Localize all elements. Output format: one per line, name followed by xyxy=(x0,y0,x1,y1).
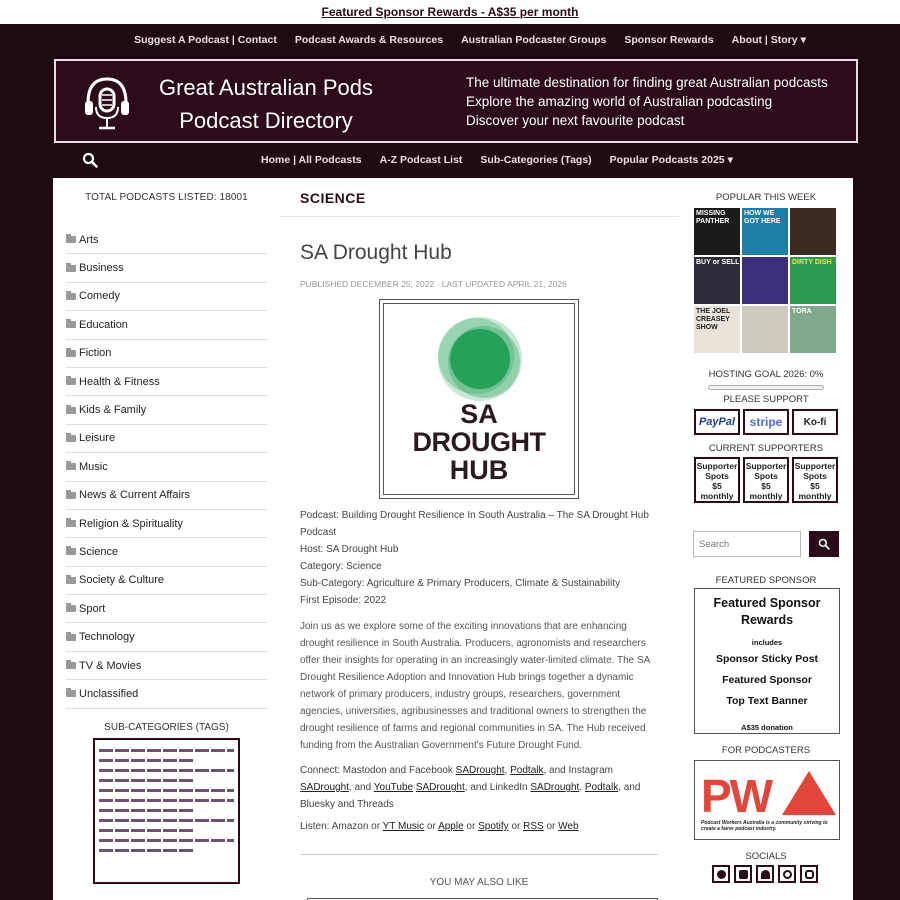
for-podcasters-title: FOR PODCASTERS xyxy=(721,745,811,756)
thumb-label: DIRTY DISH xyxy=(792,259,832,266)
logo-text-drought: DROUGHT xyxy=(412,427,546,457)
folder-icon xyxy=(66,236,76,243)
pwa-logo-letters: PW xyxy=(701,770,772,822)
popular-podcast-thumb[interactable] xyxy=(694,306,740,353)
thumb-label: THE JOEL CREASEY SHOW xyxy=(696,308,731,331)
supporter-text: monthly xyxy=(700,491,734,501)
category-item[interactable] xyxy=(66,595,267,623)
category-label: Fiction xyxy=(79,347,112,360)
supporter-text: $5 xyxy=(810,481,820,491)
popular-podcast-thumb[interactable] xyxy=(694,257,740,304)
folder-icon xyxy=(66,378,76,385)
top-banner xyxy=(0,0,900,24)
sponsor-heading-2: Rewards xyxy=(740,613,794,627)
pwa-caption: Podcast Workers Australia is a community striving to create a fairer podcast industry. xyxy=(701,820,828,832)
supporter-text: monthly xyxy=(798,491,832,501)
category-item[interactable] xyxy=(66,368,267,396)
connect-text: , and xyxy=(348,782,374,793)
search-button[interactable] xyxy=(809,531,839,557)
nav-az-podcast-list[interactable]: A-Z Podcast List xyxy=(379,154,463,166)
sponsor-item: Top Text Banner xyxy=(726,695,808,707)
category-item[interactable] xyxy=(66,254,267,282)
tag-row[interactable] xyxy=(99,769,234,772)
tag-row[interactable] xyxy=(99,779,194,782)
supporter-spots xyxy=(694,457,839,503)
search-icon[interactable] xyxy=(82,152,98,168)
tagline-line2: Explore the amazing world of Australian podcasting xyxy=(466,94,773,109)
category-label: Business xyxy=(79,262,124,275)
featured-sponsor-title: FEATURED SPONSOR xyxy=(715,575,817,586)
connect-text: , and Instagram xyxy=(543,765,613,776)
subcategories-title: SUB-CATEGORIES (TAGS) xyxy=(104,721,229,733)
connect-text: , and LinkedIn xyxy=(464,782,531,793)
popular-podcast-thumb[interactable] xyxy=(742,208,788,255)
folder-icon xyxy=(66,463,76,470)
connect-text: , xyxy=(579,782,585,793)
nav-awards-resources[interactable]: Podcast Awards & Resources xyxy=(294,34,444,46)
supporter-spot[interactable] xyxy=(792,457,838,503)
pwa-logo-triangle xyxy=(782,771,836,815)
site-header xyxy=(54,59,858,143)
category-label: Music xyxy=(79,460,108,473)
popular-grid xyxy=(694,208,839,353)
supporter-text: Supporter xyxy=(745,461,787,471)
category-item[interactable] xyxy=(66,396,267,424)
supporter-text: $5 xyxy=(761,481,771,491)
popular-title: POPULAR THIS WEEK xyxy=(715,192,817,203)
chevron-down-icon: ▾ xyxy=(800,34,806,46)
tag-row[interactable] xyxy=(99,809,194,812)
sidebar-search xyxy=(693,531,839,557)
folder-icon xyxy=(66,293,76,300)
instagram-link[interactable]: SADrought xyxy=(300,782,349,793)
subcategories-tag-cloud[interactable] xyxy=(93,738,240,884)
hosting-goal: HOSTING GOAL 2026: 0% xyxy=(708,369,824,380)
folder-icon xyxy=(66,577,76,584)
nav-about-label: About | Story xyxy=(731,34,798,46)
linkedin-icon[interactable] xyxy=(734,865,752,883)
folder-icon xyxy=(66,548,76,555)
page-content xyxy=(53,178,853,900)
site-title-line2: Podcast Directory xyxy=(179,108,353,133)
category-heading[interactable]: SCIENCE xyxy=(279,190,679,217)
divider xyxy=(300,854,658,855)
socials-title: SOCIALS xyxy=(745,851,787,862)
nav-sub-categories[interactable]: Sub-Categories (Tags) xyxy=(480,154,592,166)
podcast-cover-image xyxy=(379,299,579,499)
supporter-spot[interactable] xyxy=(743,457,789,503)
drought-hub-logo-icon xyxy=(384,312,576,402)
category-item[interactable] xyxy=(66,311,267,339)
popular-podcast-thumb[interactable] xyxy=(790,208,836,255)
category-item[interactable] xyxy=(66,538,267,566)
popular-podcast-thumb[interactable] xyxy=(694,208,740,255)
stripe-button[interactable]: stripe xyxy=(743,409,789,435)
thumb-label: BUY or SELL xyxy=(696,259,740,266)
listen-text: Listen: Amazon or xyxy=(300,821,383,832)
facebook-link[interactable]: SADrought xyxy=(455,765,505,776)
page-title: SA Drought Hub xyxy=(300,241,452,264)
site-title[interactable] xyxy=(144,71,388,137)
listen-links xyxy=(279,821,679,832)
threads-icon[interactable] xyxy=(778,865,796,883)
tagline-line3: Discover your next favourite podcast xyxy=(466,113,685,128)
supporter-text: Spots xyxy=(803,471,827,481)
top-navigation xyxy=(0,24,900,56)
category-item[interactable] xyxy=(66,425,267,453)
supporter-text: monthly xyxy=(749,491,783,501)
tag-row[interactable] xyxy=(99,759,194,762)
tag-row[interactable] xyxy=(99,829,194,832)
site-title-line1: Great Australian Pods xyxy=(158,75,373,100)
web-link[interactable]: Web xyxy=(558,821,579,832)
supporter-spot[interactable] xyxy=(694,457,740,503)
podcast-description: Join us as we explore some of the exciting innovations that are enhancing drought resilience in South Australia. Producers, agronomists and researchers offer their insights for operating in an increasingly water-limited climate. The SA Drought Resilience Adoption and Innovation Hub brings together a dynamic network of primary producers, industry groups, researchers, government agencies, universities, agribusinesses and traditional owners to strengthen the drought resilience of farms and regional communities in SA. The Hub received funding from the Australian Government's Future Drought Fund. xyxy=(300,621,650,751)
apple-link[interactable]: Apple xyxy=(438,821,464,832)
category-label: Education xyxy=(79,318,128,331)
tag-row[interactable] xyxy=(99,819,234,822)
supporter-text: Spots xyxy=(705,471,729,481)
nav-suggest-podcast[interactable]: Suggest A Podcast | Contact xyxy=(134,34,277,46)
listen-text: or xyxy=(424,821,439,832)
connect-links xyxy=(279,762,654,813)
supporter-text: Supporter xyxy=(696,461,738,471)
headphones-microphone-icon[interactable] xyxy=(82,73,132,131)
payment-options xyxy=(694,409,839,435)
podcast-category: Category: Science xyxy=(300,561,382,572)
folder-icon xyxy=(66,690,76,697)
sponsor-includes: includes xyxy=(751,638,783,647)
nav-about-story[interactable] xyxy=(732,34,806,46)
category-label: Technology xyxy=(79,631,135,644)
category-label: TV & Movies xyxy=(79,659,142,672)
mastodon-icon[interactable] xyxy=(712,865,730,883)
supporter-text: Spots xyxy=(754,471,778,481)
popular-podcast-thumb[interactable] xyxy=(790,257,836,304)
thumb-label: MISSING PANTHER xyxy=(696,210,730,225)
left-sidebar xyxy=(66,178,267,884)
linkedin-podtalk-link[interactable]: Podtalk xyxy=(584,782,619,793)
tag-row[interactable] xyxy=(99,849,194,852)
tag-row[interactable] xyxy=(99,749,234,752)
folder-icon xyxy=(66,662,76,669)
youtube-link[interactable]: YouTube xyxy=(373,782,414,793)
linkedin-link[interactable]: SADrought xyxy=(530,782,580,793)
nav-podcaster-groups[interactable]: Australian Podcaster Groups xyxy=(461,34,607,46)
support-title: PLEASE SUPPORT xyxy=(723,394,809,405)
featured-sponsor-card[interactable] xyxy=(694,588,840,734)
category-label: Sport xyxy=(79,602,106,615)
category-label: Society & Culture xyxy=(79,574,164,587)
main-navigation xyxy=(54,144,854,176)
nav-sponsor-rewards[interactable]: Sponsor Rewards xyxy=(624,34,714,46)
logo-text-hub: HUB xyxy=(449,455,509,485)
tag-row[interactable] xyxy=(99,799,234,802)
podcast-first-episode: First Episode: 2022 xyxy=(300,595,387,606)
featured-sponsor-link[interactable]: Featured Sponsor Rewards - A$35 per month xyxy=(321,5,579,19)
related-heading: YOU MAY ALSO LIKE xyxy=(429,877,529,888)
podtalk-link[interactable]: Podtalk xyxy=(510,765,544,776)
category-item[interactable] xyxy=(66,226,267,254)
popular-podcast-thumb[interactable] xyxy=(742,306,788,353)
category-label: Kids & Family xyxy=(79,404,147,417)
search-icon xyxy=(818,538,830,550)
podcast-subcategory: Sub-Category: Agriculture & Primary Producers, Climate & Sustainability xyxy=(300,578,621,589)
sponsor-heading-1: Featured Sponsor xyxy=(713,596,821,610)
sponsor-price: A$35 donation xyxy=(741,723,793,732)
supporter-text: Supporter xyxy=(794,461,836,471)
category-item[interactable] xyxy=(66,283,267,311)
spotify-link[interactable]: Spotify xyxy=(478,821,509,832)
tag-row[interactable] xyxy=(99,789,234,792)
category-item[interactable] xyxy=(66,567,267,595)
connect-text: , xyxy=(504,765,511,776)
folder-icon xyxy=(66,350,76,357)
sponsor-item: Featured Sponsor xyxy=(722,674,812,686)
tagline-line1: The ultimate destination for finding great Australian podcasts xyxy=(466,75,828,90)
social-links xyxy=(712,865,839,883)
nav-home-all-podcasts[interactable]: Home | All Podcasts xyxy=(261,154,362,166)
thumb-label: TORA xyxy=(792,308,812,315)
podcast-cover-inner xyxy=(383,303,575,495)
category-label: Comedy xyxy=(79,290,120,303)
kofi-button[interactable]: Ko-fi xyxy=(792,409,838,435)
hosting-goal-progress xyxy=(708,385,824,390)
connect-text: Connect: Mastodon and Facebook xyxy=(300,765,456,776)
category-label: Arts xyxy=(79,233,99,246)
category-label: Unclassified xyxy=(79,687,139,700)
total-podcasts-count: TOTAL PODCASTS LISTED: 18001 xyxy=(85,192,248,203)
listen-text: or xyxy=(463,821,479,832)
main-article xyxy=(279,178,679,900)
logo-text-sa: SA xyxy=(460,399,498,429)
nav-popular-podcasts[interactable] xyxy=(610,154,733,166)
paypal-button[interactable]: PayPal xyxy=(694,409,740,435)
category-list xyxy=(66,226,267,709)
podcast-info xyxy=(279,507,679,609)
category-item[interactable] xyxy=(66,510,267,538)
popular-podcast-thumb[interactable] xyxy=(790,306,836,353)
category-item[interactable] xyxy=(66,453,267,481)
folder-icon xyxy=(66,265,76,272)
podcast-host: Host: SA Drought Hub xyxy=(300,544,399,555)
folder-icon xyxy=(66,435,76,442)
folder-icon xyxy=(66,520,76,527)
folder-icon xyxy=(66,492,76,499)
category-item[interactable] xyxy=(66,680,267,708)
sponsor-item: Sponsor Sticky Post xyxy=(715,653,819,665)
supporters-title: CURRENT SUPPORTERS xyxy=(708,443,824,454)
category-item[interactable] xyxy=(66,482,267,510)
category-label: Health & Fitness xyxy=(79,375,160,388)
category-label: Religion & Spirituality xyxy=(79,517,183,530)
instagram-icon[interactable] xyxy=(800,865,818,883)
popular-podcast-thumb[interactable] xyxy=(742,257,788,304)
listen-text: or xyxy=(508,821,524,832)
folder-icon xyxy=(66,634,76,641)
chevron-down-icon: ▾ xyxy=(727,154,733,166)
tag-row[interactable] xyxy=(99,839,234,842)
category-label: News & Current Affairs xyxy=(79,489,191,502)
category-item[interactable] xyxy=(66,623,267,651)
podcast-workers-australia-banner[interactable] xyxy=(694,760,840,840)
listen-text: or xyxy=(543,821,559,832)
folder-icon xyxy=(66,605,76,612)
yt-music-link[interactable]: YT Music xyxy=(382,821,425,832)
bluesky-icon[interactable] xyxy=(756,865,774,883)
folder-icon xyxy=(66,407,76,414)
search-input[interactable] xyxy=(693,531,801,557)
supporter-text: $5 xyxy=(712,481,722,491)
category-item[interactable] xyxy=(66,340,267,368)
youtube-channel-link[interactable]: SADrought xyxy=(415,782,465,793)
category-label: Science xyxy=(79,545,119,558)
nav-popular-label: Popular Podcasts 2025 xyxy=(609,154,725,166)
connect-text: , and Bluesky and Threads xyxy=(300,782,641,810)
podcast-name: Podcast: Building Drought Resilience In South Australia – The SA Drought Hub Podcast xyxy=(300,510,649,538)
folder-icon xyxy=(66,321,76,328)
site-tagline xyxy=(466,73,828,130)
thumb-label: HOW WE GOT HERE xyxy=(744,210,781,225)
rss-link[interactable]: RSS xyxy=(523,821,544,832)
right-sidebar xyxy=(693,178,839,883)
category-label: Leisure xyxy=(79,432,116,445)
post-meta: PUBLISHED DECEMBER 25, 2022 · LAST UPDATED APRIL 21, 2026 xyxy=(300,279,567,289)
category-item[interactable] xyxy=(66,652,267,680)
